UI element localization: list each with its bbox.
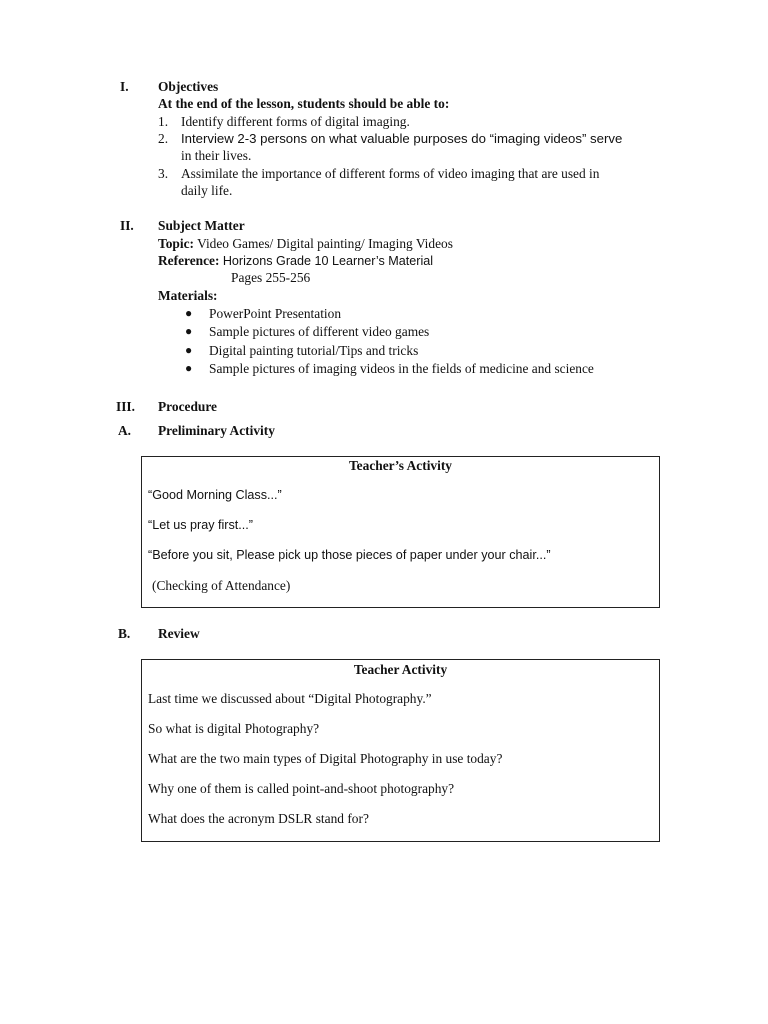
bullet-icon: ● bbox=[185, 361, 193, 375]
reference-value: Horizons Grade 10 Learner’s Material bbox=[222, 254, 434, 268]
box-line: “Good Morning Class...” bbox=[148, 488, 282, 502]
box-line: Last time we discussed about “Digital Photography.” bbox=[148, 691, 432, 706]
material-text: Sample pictures of imaging videos in the fields of medicine and science bbox=[209, 361, 594, 376]
objective-text: daily life. bbox=[181, 183, 233, 198]
objective-text: Identify different forms of digital imaging. bbox=[181, 114, 410, 129]
objective-number: 1. bbox=[158, 114, 169, 129]
material-text: PowerPoint Presentation bbox=[209, 306, 342, 321]
section-heading: Subject Matter bbox=[158, 218, 245, 233]
section-heading: Procedure bbox=[158, 399, 218, 414]
box-line: Why one of them is called point-and-shoot photography? bbox=[148, 781, 455, 796]
material-text: Sample pictures of different video games bbox=[209, 324, 430, 339]
box-line: What are the two main types of Digital Photography in use today? bbox=[148, 751, 503, 766]
objective-text: Assimilate the importance of different forms of video imaging that are used in bbox=[181, 166, 600, 181]
box-title: Teacher Activity bbox=[353, 662, 448, 677]
objective-number: 2. bbox=[158, 131, 169, 146]
preliminary-activity-box bbox=[141, 456, 660, 608]
part-letter: B. bbox=[118, 626, 131, 641]
bullet-icon: ● bbox=[185, 324, 193, 338]
part-letter: A. bbox=[118, 423, 132, 438]
objective-number: 3. bbox=[158, 166, 169, 181]
box-line: “Before you sit, Please pick up those pieces of paper under your chair...” bbox=[148, 548, 551, 562]
materials-label: Materials: bbox=[158, 288, 218, 303]
bullet-icon: ● bbox=[185, 343, 193, 357]
part-heading: Preliminary Activity bbox=[158, 423, 275, 438]
box-title: Teacher’s Activity bbox=[348, 458, 452, 473]
box-line: So what is digital Photography? bbox=[148, 721, 320, 736]
objective-text: Interview 2-3 persons on what valuable purposes do “imaging videos” serve bbox=[181, 131, 623, 146]
topic-value: Video Games/ Digital painting/ Imaging Videos bbox=[197, 236, 453, 251]
objectives-intro: At the end of the lesson, students should be able to: bbox=[158, 96, 450, 111]
part-heading: Review bbox=[158, 626, 200, 641]
reference-pages: Pages 255-256 bbox=[231, 270, 311, 285]
section-heading: Objectives bbox=[158, 79, 219, 94]
review-box bbox=[141, 659, 660, 842]
topic-label: Topic: bbox=[158, 236, 194, 251]
reference-label: Reference: bbox=[158, 253, 220, 268]
section-numeral: I. bbox=[120, 79, 129, 94]
bullet-icon: ● bbox=[185, 306, 193, 320]
section-numeral: III. bbox=[116, 399, 135, 414]
objective-text: in their lives. bbox=[181, 148, 252, 163]
box-line: What does the acronym DSLR stand for? bbox=[148, 811, 369, 826]
section-numeral: II. bbox=[120, 218, 134, 233]
material-text: Digital painting tutorial/Tips and tricks bbox=[209, 343, 419, 358]
box-line: “Let us pray first...” bbox=[148, 518, 253, 532]
box-line: (Checking of Attendance) bbox=[152, 578, 291, 593]
